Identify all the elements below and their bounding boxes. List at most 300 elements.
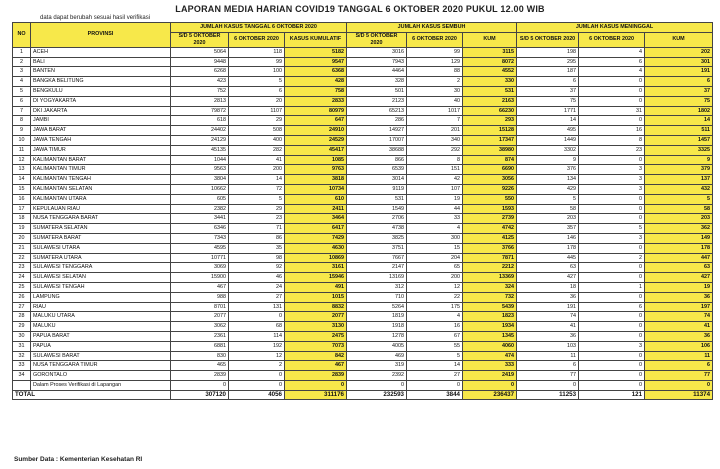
cell-no: 31 xyxy=(13,341,31,351)
cell-sembuh-today: 40 xyxy=(407,96,463,106)
cell-sembuh-cum: 5439 xyxy=(463,302,517,312)
cell-meninggal-prev: 429 xyxy=(517,184,579,194)
cell-sembuh-cum: 3115 xyxy=(463,47,517,57)
cell-positif-today: 24 xyxy=(229,282,285,292)
table-row xyxy=(13,155,713,165)
table-row xyxy=(13,145,713,155)
cell-meninggal-cum: 379 xyxy=(645,165,713,175)
cell-sembuh-today: 14 xyxy=(407,361,463,371)
table-row xyxy=(13,263,713,273)
table-row xyxy=(13,253,713,263)
cell-no: 16 xyxy=(13,194,31,204)
table-row xyxy=(13,351,713,361)
cell-meninggal-today: 0 xyxy=(579,86,645,96)
cell-meninggal-prev: 37 xyxy=(517,86,579,96)
cell-positif-cum: 24529 xyxy=(285,135,347,145)
cell-positif-cum: 8832 xyxy=(285,302,347,312)
header-group-row xyxy=(13,23,713,33)
cell-sembuh-prev: 286 xyxy=(347,116,407,126)
cell-positif-prev: 988 xyxy=(171,292,229,302)
cell-meninggal-cum: 301 xyxy=(645,57,713,67)
cell-meninggal-prev: 5 xyxy=(517,194,579,204)
cell-positif-cum: 1015 xyxy=(285,292,347,302)
cell-sembuh-cum: 3766 xyxy=(463,243,517,253)
cell-sembuh-prev: 17007 xyxy=(347,135,407,145)
table-row xyxy=(13,126,713,136)
cell-meninggal-cum: 58 xyxy=(645,204,713,214)
cell-positif-today: 2 xyxy=(229,361,285,371)
cell-meninggal-today: 3 xyxy=(579,175,645,185)
cell-positif-prev: 9563 xyxy=(171,165,229,175)
cell-meninggal-cum: 9 xyxy=(645,155,713,165)
cell-meninggal-prev: 103 xyxy=(517,341,579,351)
cell-sembuh-today: 340 xyxy=(407,135,463,145)
cell-positif-today: 68 xyxy=(229,322,285,332)
covid-report-table xyxy=(12,22,713,400)
cell-sembuh-prev: 1819 xyxy=(347,312,407,322)
cell-sembuh-today: 201 xyxy=(407,126,463,136)
cell-positif-today: 99 xyxy=(229,57,285,67)
cell-meninggal-cum: 106 xyxy=(645,341,713,351)
table-row xyxy=(13,341,713,351)
cell-sembuh-prev: 7943 xyxy=(347,57,407,67)
cell-sembuh-today: 55 xyxy=(407,341,463,351)
cell-positif-today: 5 xyxy=(229,77,285,87)
cell-sembuh-prev: 4005 xyxy=(347,341,407,351)
cell-no: 24 xyxy=(13,273,31,283)
cell-sembuh-cum: 1934 xyxy=(463,322,517,332)
cell-positif-today: 0 xyxy=(229,380,285,390)
cell-meninggal-prev: 427 xyxy=(517,273,579,283)
cell-provinsi: SULAWESI SELATAN xyxy=(31,273,171,283)
table-row xyxy=(13,282,713,292)
cell-sembuh-prev: 2123 xyxy=(347,96,407,106)
cell-meninggal-prev: 1449 xyxy=(517,135,579,145)
cell-meninggal-cum: 427 xyxy=(645,273,713,283)
cell-sembuh-today: 300 xyxy=(407,233,463,243)
cell-no: 25 xyxy=(13,282,31,292)
cell-meninggal-cum: 447 xyxy=(645,253,713,263)
cell-positif-prev: 1044 xyxy=(171,155,229,165)
cell-sembuh-prev: 14927 xyxy=(347,126,407,136)
cell-sembuh-cum: 38980 xyxy=(463,145,517,155)
cell-sembuh-cum: 0 xyxy=(463,380,517,390)
table-row xyxy=(13,243,713,253)
table-row xyxy=(13,184,713,194)
table-row xyxy=(13,302,713,312)
cell-positif-today: 86 xyxy=(229,233,285,243)
cell-meninggal-cum: 6 xyxy=(645,77,713,87)
cell-meninggal-prev: 36 xyxy=(517,292,579,302)
cell-meninggal-prev: 198 xyxy=(517,47,579,57)
cell-positif-cum: 2833 xyxy=(285,96,347,106)
cell-meninggal-today: 3 xyxy=(579,165,645,175)
cell-sembuh-today: 5 xyxy=(407,351,463,361)
cell-meninggal-today: 8 xyxy=(579,135,645,145)
cell-meninggal-today: 0 xyxy=(579,292,645,302)
cell-meninggal-prev: 41 xyxy=(517,322,579,332)
cell-sembuh-prev: 5264 xyxy=(347,302,407,312)
cell-meninggal-cum: 36 xyxy=(645,331,713,341)
cell-meninggal-cum: 5 xyxy=(645,194,713,204)
cell-sembuh-prev: 38688 xyxy=(347,145,407,155)
cell-positif-cum: 2077 xyxy=(285,312,347,322)
cell-positif-cum: 610 xyxy=(285,194,347,204)
table-row xyxy=(13,331,713,341)
cell-no: 18 xyxy=(13,214,31,224)
cell-no: 32 xyxy=(13,351,31,361)
cell-positif-prev: 9448 xyxy=(171,57,229,67)
cell-meninggal-prev: 74 xyxy=(517,312,579,322)
cell-provinsi: SULAWESI TENGAH xyxy=(31,282,171,292)
cell-positif-prev: 3062 xyxy=(171,322,229,332)
cell-provinsi: JAWA TENGAH xyxy=(31,135,171,145)
cell-meninggal-cum: 191 xyxy=(645,67,713,77)
cell-meninggal-prev: 11 xyxy=(517,351,579,361)
cell-no: 17 xyxy=(13,204,31,214)
cell-sembuh-prev: 7667 xyxy=(347,253,407,263)
table-row xyxy=(13,322,713,332)
cell-meninggal-prev: 0 xyxy=(517,380,579,390)
cell-positif-cum: 6368 xyxy=(285,67,347,77)
cell-positif-cum: 1085 xyxy=(285,155,347,165)
cell-positif-today: 98 xyxy=(229,253,285,263)
total-positif-today: 4056 xyxy=(229,390,285,400)
cell-sembuh-prev: 1918 xyxy=(347,322,407,332)
cell-meninggal-cum: 11 xyxy=(645,351,713,361)
table-row xyxy=(13,67,713,77)
cell-provinsi: DKI JAKARTA xyxy=(31,106,171,116)
total-meninggal-prev: 11253 xyxy=(517,390,579,400)
header-positif-cum: KASUS KUMULATIF xyxy=(285,32,347,47)
cell-sembuh-cum: 4742 xyxy=(463,224,517,234)
table-row xyxy=(13,77,713,87)
cell-sembuh-prev: 710 xyxy=(347,292,407,302)
table-row xyxy=(13,135,713,145)
cell-sembuh-today: 27 xyxy=(407,371,463,381)
cell-meninggal-today: 4 xyxy=(579,67,645,77)
cell-positif-today: 400 xyxy=(229,135,285,145)
cell-meninggal-prev: 36 xyxy=(517,331,579,341)
verification-note: data dapat berubah sesuai hasil verifikasi xyxy=(40,15,151,21)
table-row xyxy=(13,204,713,214)
cell-sembuh-today: 7 xyxy=(407,116,463,126)
cell-positif-cum: 3818 xyxy=(285,175,347,185)
cell-positif-today: 14 xyxy=(229,175,285,185)
cell-meninggal-today: 0 xyxy=(579,116,645,126)
cell-provinsi: GORONTALO xyxy=(31,371,171,381)
cell-positif-today: 118 xyxy=(229,47,285,57)
cell-positif-cum: 9547 xyxy=(285,57,347,67)
report-title: LAPORAN MEDIA HARIAN COVID19 TANGGAL 6 OKTOBER 2020 PUKUL 12.00 WIB xyxy=(175,4,545,14)
cell-provinsi: DI YOGYAKARTA xyxy=(31,96,171,106)
cell-positif-cum: 3130 xyxy=(285,322,347,332)
cell-positif-prev: 6346 xyxy=(171,224,229,234)
cell-meninggal-prev: 495 xyxy=(517,126,579,136)
cell-no: 1 xyxy=(13,47,31,57)
cell-meninggal-today: 0 xyxy=(579,77,645,87)
cell-positif-today: 23 xyxy=(229,214,285,224)
cell-positif-prev: 10771 xyxy=(171,253,229,263)
cell-positif-prev: 79872 xyxy=(171,106,229,116)
cell-sembuh-cum: 13369 xyxy=(463,273,517,283)
cell-sembuh-today: 16 xyxy=(407,322,463,332)
cell-positif-today: 46 xyxy=(229,273,285,283)
cell-no: 19 xyxy=(13,224,31,234)
cell-provinsi: Dalam Proses Verifikasi di Lapangan xyxy=(31,380,171,390)
header-meninggal-cum: KUM xyxy=(645,32,713,47)
table-row xyxy=(13,165,713,175)
cell-no: 6 xyxy=(13,96,31,106)
cell-positif-prev: 2813 xyxy=(171,96,229,106)
cell-provinsi: RIAU xyxy=(31,302,171,312)
cell-meninggal-cum: 362 xyxy=(645,224,713,234)
table-row xyxy=(13,194,713,204)
total-label: TOTAL xyxy=(13,390,171,400)
cell-positif-prev: 465 xyxy=(171,361,229,371)
cell-sembuh-today: 44 xyxy=(407,204,463,214)
cell-no: 5 xyxy=(13,86,31,96)
cell-positif-prev: 467 xyxy=(171,282,229,292)
cell-sembuh-today: 129 xyxy=(407,57,463,67)
cell-provinsi: ACEH xyxy=(31,47,171,57)
cell-positif-prev: 2839 xyxy=(171,371,229,381)
cell-positif-cum: 758 xyxy=(285,86,347,96)
table-row xyxy=(13,86,713,96)
cell-sembuh-today: 22 xyxy=(407,292,463,302)
cell-positif-cum: 4630 xyxy=(285,243,347,253)
cell-positif-prev: 605 xyxy=(171,194,229,204)
cell-sembuh-prev: 866 xyxy=(347,155,407,165)
cell-sembuh-prev: 0 xyxy=(347,380,407,390)
cell-provinsi: SULAWESI BARAT xyxy=(31,351,171,361)
cell-meninggal-prev: 191 xyxy=(517,302,579,312)
cell-positif-cum: 491 xyxy=(285,282,347,292)
cell-no: 26 xyxy=(13,292,31,302)
cell-positif-cum: 7429 xyxy=(285,233,347,243)
cell-positif-cum: 3464 xyxy=(285,214,347,224)
cell-sembuh-cum: 1593 xyxy=(463,204,517,214)
cell-meninggal-prev: 1771 xyxy=(517,106,579,116)
cell-positif-cum: 0 xyxy=(285,380,347,390)
cell-provinsi: BANGKA BELITUNG xyxy=(31,77,171,87)
cell-meninggal-cum: 1457 xyxy=(645,135,713,145)
cell-positif-today: 72 xyxy=(229,184,285,194)
cell-sembuh-prev: 3014 xyxy=(347,175,407,185)
cell-positif-cum: 80979 xyxy=(285,106,347,116)
cell-meninggal-today: 0 xyxy=(579,96,645,106)
cell-provinsi: BENGKULU xyxy=(31,86,171,96)
cell-sembuh-cum: 4552 xyxy=(463,67,517,77)
cell-positif-prev: 5064 xyxy=(171,47,229,57)
cell-meninggal-prev: 58 xyxy=(517,204,579,214)
cell-meninggal-today: 23 xyxy=(579,145,645,155)
cell-sembuh-prev: 4464 xyxy=(347,67,407,77)
cell-meninggal-prev: 9 xyxy=(517,155,579,165)
cell-no: 7 xyxy=(13,106,31,116)
cell-provinsi: BALI xyxy=(31,57,171,67)
cell-no: 22 xyxy=(13,253,31,263)
cell-provinsi: SUMATERA BARAT xyxy=(31,233,171,243)
cell-positif-cum: 3161 xyxy=(285,263,347,273)
table-row xyxy=(13,106,713,116)
cell-provinsi: NUSA TENGGARA TIMUR xyxy=(31,361,171,371)
cell-meninggal-prev: 295 xyxy=(517,57,579,67)
cell-positif-prev: 423 xyxy=(171,77,229,87)
cell-sembuh-cum: 4125 xyxy=(463,233,517,243)
cell-positif-today: 92 xyxy=(229,263,285,273)
cell-provinsi: PAPUA xyxy=(31,341,171,351)
cell-sembuh-today: 42 xyxy=(407,175,463,185)
cell-positif-prev: 4595 xyxy=(171,243,229,253)
cell-meninggal-prev: 18 xyxy=(517,282,579,292)
cell-sembuh-prev: 2392 xyxy=(347,371,407,381)
cell-sembuh-prev: 6539 xyxy=(347,165,407,175)
cell-provinsi: SULAWESI TENGGARA xyxy=(31,263,171,273)
cell-sembuh-today: 65 xyxy=(407,263,463,273)
total-sembuh-today: 3844 xyxy=(407,390,463,400)
cell-no: 10 xyxy=(13,135,31,145)
cell-positif-cum: 428 xyxy=(285,77,347,87)
cell-no: 15 xyxy=(13,184,31,194)
cell-positif-today: 6 xyxy=(229,86,285,96)
cell-sembuh-today: 33 xyxy=(407,214,463,224)
total-sembuh-prev: 232593 xyxy=(347,390,407,400)
cell-meninggal-prev: 203 xyxy=(517,214,579,224)
cell-positif-cum: 9763 xyxy=(285,165,347,175)
cell-positif-cum: 2839 xyxy=(285,371,347,381)
cell-sembuh-prev: 9119 xyxy=(347,184,407,194)
cell-meninggal-today: 31 xyxy=(579,106,645,116)
cell-sembuh-today: 88 xyxy=(407,67,463,77)
cell-sembuh-today: 99 xyxy=(407,47,463,57)
cell-meninggal-today: 0 xyxy=(579,361,645,371)
cell-no: 33 xyxy=(13,361,31,371)
cell-positif-cum: 842 xyxy=(285,351,347,361)
cell-sembuh-today: 4 xyxy=(407,224,463,234)
table-row xyxy=(13,312,713,322)
table-row xyxy=(13,233,713,243)
cell-positif-prev: 2361 xyxy=(171,331,229,341)
cell-sembuh-today: 4 xyxy=(407,312,463,322)
cell-positif-cum: 10869 xyxy=(285,253,347,263)
cell-positif-prev: 15900 xyxy=(171,273,229,283)
cell-meninggal-cum: 37 xyxy=(645,86,713,96)
cell-positif-cum: 2411 xyxy=(285,204,347,214)
cell-positif-today: 35 xyxy=(229,243,285,253)
cell-sembuh-prev: 4738 xyxy=(347,224,407,234)
cell-sembuh-cum: 2739 xyxy=(463,214,517,224)
cell-positif-today: 20 xyxy=(229,96,285,106)
cell-sembuh-prev: 3016 xyxy=(347,47,407,57)
header-positif-today: 6 OKTOBER 2020 xyxy=(229,32,285,47)
cell-meninggal-today: 0 xyxy=(579,263,645,273)
cell-positif-today: 192 xyxy=(229,341,285,351)
cell-provinsi: JAWA BARAT xyxy=(31,126,171,136)
header-no: NO xyxy=(13,23,31,48)
cell-positif-prev: 24402 xyxy=(171,126,229,136)
cell-sembuh-cum: 324 xyxy=(463,282,517,292)
cell-meninggal-prev: 445 xyxy=(517,253,579,263)
cell-provinsi: BANTEN xyxy=(31,67,171,77)
cell-provinsi: PAPUA BARAT xyxy=(31,331,171,341)
cell-no: 29 xyxy=(13,322,31,332)
cell-meninggal-today: 6 xyxy=(579,302,645,312)
cell-sembuh-cum: 330 xyxy=(463,77,517,87)
header-positif-prev: S/D 5 OKTOBER 2020 xyxy=(171,32,229,47)
cell-meninggal-today: 0 xyxy=(579,371,645,381)
cell-meninggal-today: 0 xyxy=(579,312,645,322)
cell-provinsi: MALUKU UTARA xyxy=(31,312,171,322)
cell-positif-today: 0 xyxy=(229,312,285,322)
cell-provinsi: KALIMANTAN TIMUR xyxy=(31,165,171,175)
cell-no: 20 xyxy=(13,233,31,243)
cell-sembuh-today: 204 xyxy=(407,253,463,263)
cell-positif-cum: 647 xyxy=(285,116,347,126)
cell-meninggal-cum: 203 xyxy=(645,214,713,224)
cell-sembuh-today: 292 xyxy=(407,145,463,155)
cell-meninggal-prev: 146 xyxy=(517,233,579,243)
cell-sembuh-prev: 13169 xyxy=(347,273,407,283)
cell-meninggal-prev: 6 xyxy=(517,77,579,87)
cell-positif-cum: 45417 xyxy=(285,145,347,155)
cell-positif-prev: 752 xyxy=(171,86,229,96)
cell-positif-today: 5 xyxy=(229,194,285,204)
cell-sembuh-cum: 1345 xyxy=(463,331,517,341)
cell-provinsi: KALIMANTAN UTARA xyxy=(31,194,171,204)
cell-meninggal-today: 6 xyxy=(579,57,645,67)
cell-positif-today: 41 xyxy=(229,155,285,165)
cell-positif-prev: 6268 xyxy=(171,67,229,77)
cell-sembuh-cum: 732 xyxy=(463,292,517,302)
cell-sembuh-today: 107 xyxy=(407,184,463,194)
cell-sembuh-today: 67 xyxy=(407,331,463,341)
total-meninggal-cum: 11374 xyxy=(645,390,713,400)
cell-sembuh-cum: 2419 xyxy=(463,371,517,381)
cell-meninggal-today: 0 xyxy=(579,194,645,204)
total-meninggal-today: 121 xyxy=(579,390,645,400)
table-row xyxy=(13,361,713,371)
cell-positif-prev: 0 xyxy=(171,380,229,390)
cell-sembuh-prev: 469 xyxy=(347,351,407,361)
cell-positif-prev: 3441 xyxy=(171,214,229,224)
table-row xyxy=(13,292,713,302)
cell-sembuh-prev: 312 xyxy=(347,282,407,292)
cell-meninggal-cum: 19 xyxy=(645,282,713,292)
cell-sembuh-today: 0 xyxy=(407,380,463,390)
cell-positif-today: 29 xyxy=(229,116,285,126)
total-positif-prev: 307120 xyxy=(171,390,229,400)
cell-meninggal-prev: 357 xyxy=(517,224,579,234)
cell-sembuh-prev: 501 xyxy=(347,86,407,96)
cell-positif-prev: 45135 xyxy=(171,145,229,155)
table-body xyxy=(13,47,713,390)
cell-sembuh-today: 8 xyxy=(407,155,463,165)
cell-positif-today: 12 xyxy=(229,351,285,361)
cell-meninggal-today: 0 xyxy=(579,380,645,390)
cell-positif-today: 27 xyxy=(229,292,285,302)
cell-meninggal-cum: 1802 xyxy=(645,106,713,116)
cell-sembuh-prev: 531 xyxy=(347,194,407,204)
cell-sembuh-cum: 1823 xyxy=(463,312,517,322)
cell-provinsi: KALIMANTAN SELATAN xyxy=(31,184,171,194)
cell-positif-prev: 3069 xyxy=(171,263,229,273)
cell-sembuh-prev: 319 xyxy=(347,361,407,371)
cell-meninggal-prev: 376 xyxy=(517,165,579,175)
cell-sembuh-cum: 293 xyxy=(463,116,517,126)
cell-positif-today: 0 xyxy=(229,371,285,381)
table-row xyxy=(13,47,713,57)
